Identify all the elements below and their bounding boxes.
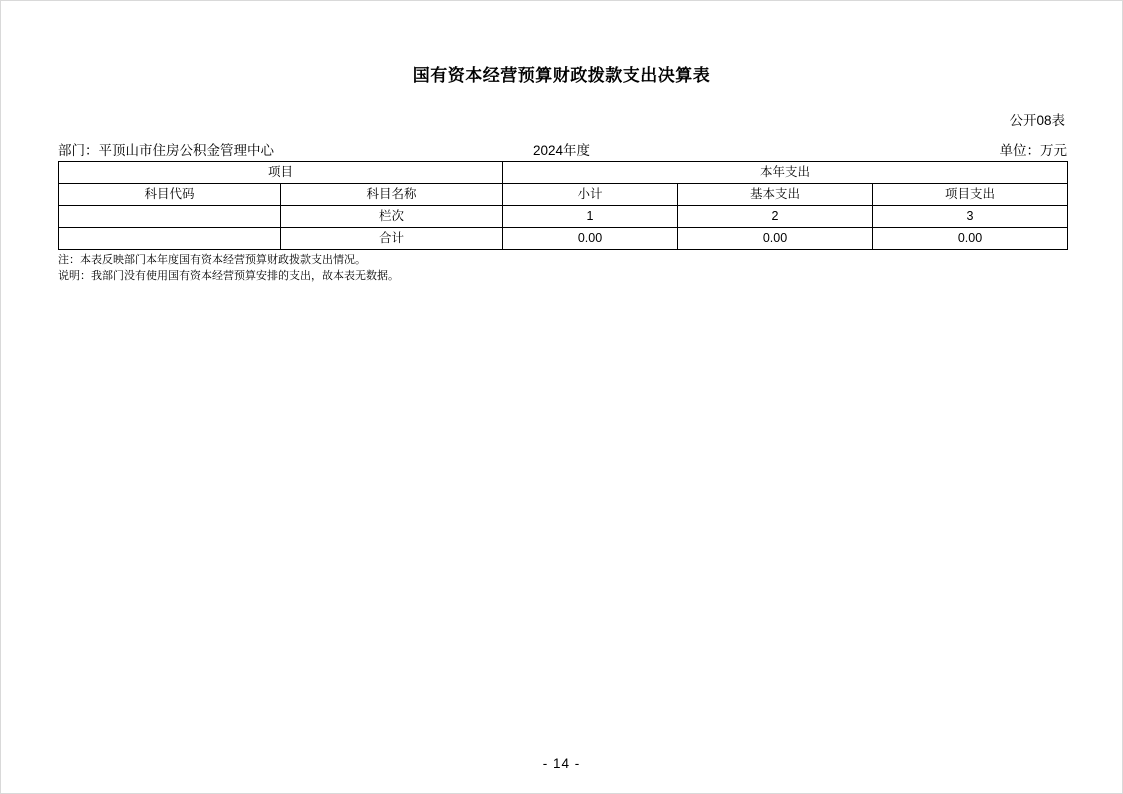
row-index-value-2: 2 [678,206,873,228]
table-row [59,206,1068,228]
note-line-2: 说明：我部门没有使用国有资本经营预算安排的支出，故本表无数据。 [58,269,399,282]
department-label: 部门： [58,143,99,158]
column-header-subject-code: 科目代码 [59,184,281,206]
fiscal-year: 2024年度 [533,143,591,158]
total-basic-expenditure-value: 0.00 [678,228,873,250]
row-index-value-3: 3 [873,206,1068,228]
table-notes [58,253,399,285]
note-line-1: 注：本表反映部门本年度国有资本经营预算财政拨款支出情况。 [58,254,366,266]
table-header-row [59,184,1068,206]
form-code-label: 公开08表 [1009,113,1065,128]
total-empty-cell [59,228,281,250]
header-group-current-year-expenditure: 本年支出 [503,162,1068,184]
department-info [58,139,274,159]
amount-unit: 单位：万元 [999,143,1067,158]
meta-row [58,139,1067,159]
total-project-expenditure-value: 0.00 [873,228,1068,250]
row-index-empty-cell [59,206,281,228]
budget-expenditure-table [58,161,1068,250]
table-header-group-row [59,162,1068,184]
total-subtotal-value: 0.00 [503,228,678,250]
column-header-project-expenditure: 项目支出 [873,184,1068,206]
page-number: - 14 - [542,756,581,771]
row-index-label: 栏次 [281,206,503,228]
page-title: 国有资本经营预算财政拨款支出决算表 [412,66,711,85]
column-header-subtotal: 小计 [503,184,678,206]
header-group-project: 项目 [59,162,503,184]
total-label: 合计 [281,228,503,250]
row-index-value-1: 1 [503,206,678,228]
department-name: 平顶山市住房公积金管理中心 [98,143,274,158]
column-header-basic-expenditure: 基本支出 [678,184,873,206]
table-row [59,228,1068,250]
column-header-subject-name: 科目名称 [281,184,503,206]
